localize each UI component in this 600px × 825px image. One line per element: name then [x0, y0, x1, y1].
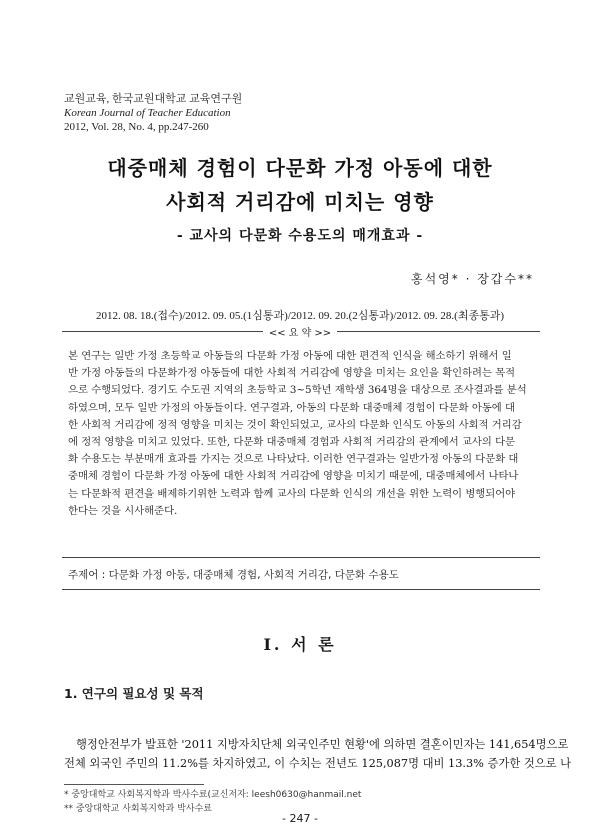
- abstract-line: 본 연구는 일반 가정 초등학교 아동들의 다문화 가정 아동에 대한 편견적 인식을 해소하기 위해서 일: [68, 350, 512, 362]
- body-line: 행정안전부가 발표한 '2011 지방자치단체 외국인주민 현황'에 의하면 결혼이민자는 141,654명으로: [76, 738, 569, 751]
- abstract-label: [0, 324, 600, 339]
- footnote-rule: [64, 784, 204, 785]
- abstract-line: 화 수용도는 부분매개 효과를 가지는 것으로 나타났다. 이러한 연구결과는 일반가정 아동의 다문화 대: [68, 453, 519, 466]
- journal-volume: 2012, Vol. 28, No. 4, pp.247-260: [64, 121, 209, 133]
- authors: 홍석영* · 장갑수**: [411, 272, 534, 286]
- paper-title-line1: 대중매체 경험이 다문화 가정 아동에 대한: [107, 156, 493, 180]
- abstract-label-text: << 요 약 >>: [263, 328, 337, 339]
- abstract-line: 중매체 경험이 다문화 가정 아동에 대한 사회적 거리감에 영향을 미치기 때문에, 대중매체에서 나타나: [68, 470, 519, 483]
- section-heading: Ⅰ. 서 론: [263, 635, 337, 654]
- abstract-line: 하였으며, 모두 일반 가정의 아동들이다. 연구결과, 아동의 다문화 대중매체 경험이 다문화 아동에 대: [68, 401, 515, 414]
- journal-info: [64, 92, 242, 134]
- paper-subtitle: - 교사의 다문화 수용도의 매개효과 -: [176, 228, 424, 244]
- paper-title-line2: 사회적 거리감에 미치는 영향: [166, 190, 434, 214]
- abstract-line: 한 사회적 거리감에 정적 영향을 미치는 것이 확인되었고, 교사의 다문화 인식도 아동의 사회적 거리감: [68, 418, 522, 431]
- page-number: - 247 -: [282, 812, 318, 825]
- abstract-line: 한다는 것을 시사해준다.: [68, 504, 178, 517]
- footnote-1: * 중앙대학교 사회복지학과 박사수료(교신저자: leesh0630@hanmail.net: [64, 790, 362, 800]
- abstract-bottom-rule: [62, 557, 540, 558]
- abstract-line: 는 다문화적 편견을 배제하기위한 노력과 함께 교사의 다문화 인식의 개선을 위한 노력이 병행되어야: [68, 487, 516, 500]
- abstract-line: 반 가정 아동들의 다문화가정 아동들에 대한 사회적 거리감에 영향을 미치는 요인을 확인하려는 목적: [68, 367, 516, 380]
- keywords-bottom-rule: [62, 589, 540, 590]
- body-line: 전체 외국인 주민의 11.2%를 차지하였고, 이 수치는 전년도 125,087명 대비 13.3% 증가한 것으로 나: [64, 757, 572, 770]
- abstract-line: 으로 수행되었다. 경기도 수도권 지역의 초등학교 3~5학년 재학생 364명을 대상으로 조사결과를 분석: [68, 384, 527, 397]
- subsection-heading: 1. 연구의 필요성 및 목적: [64, 686, 204, 701]
- journal-publisher: 교원교육, 한국교원대학교 교육연구원: [64, 93, 243, 105]
- journal-name: Korean Journal of Teacher Education: [64, 107, 231, 119]
- footnote-2: ** 중앙대학교 사회복지학과 박사수료: [64, 804, 212, 814]
- body-text: [64, 735, 572, 773]
- review-dates: 2012. 08. 18.(접수)/2012. 09. 05.(1심통과)/2012. 09. 20.(2심통과)/2012. 09. 28.(최종통과): [96, 310, 504, 322]
- abstract-line: 에 정적 영향을 미치고 있었다. 또한, 다문화 대중매체 경험과 사회적 거리감의 관계에서 교사의 다문: [68, 436, 515, 449]
- abstract-body: [68, 348, 534, 520]
- keywords: 주제어 : 다문화 가정 아동, 대중매체 경험, 사회적 거리감, 다문화 수용도: [68, 569, 399, 581]
